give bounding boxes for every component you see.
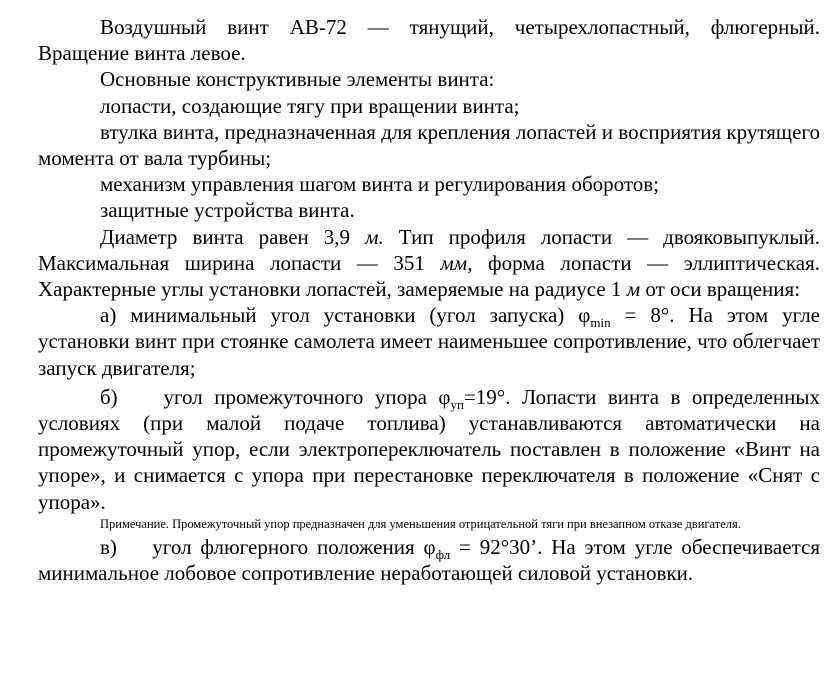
list-item-blades: лопасти, создающие тягу при вращении винта; <box>100 93 520 118</box>
min-angle-subscript: min <box>590 315 611 331</box>
list-item-pitch-mechanism: механизм управления шагом винта и регулирования оборотов; <box>100 172 660 197</box>
paragraph-elements-intro: Основные конструктивные элементы винта: <box>100 67 495 92</box>
intermediate-stop-text-rest: =19°. Лопасти винта в определенных условиях (при малой подаче топлива) устанавливаются автоматически на промежуточный упор, если электропереключатель поставлен в положение «Винт на упоре», и снимается с упора при перестановке переключателя в положение «Снят с упора». <box>38 384 821 514</box>
min-angle-text-rest: = 8°. На этом угле установки винт при стоянке самолета имеет наименьшее сопротивление, что облегчает запуск двигателя; <box>38 303 820 380</box>
document-page <box>38 14 820 586</box>
feather-angle-subscript: фл <box>435 546 451 562</box>
intermediate-stop-subscript: уп <box>450 396 464 412</box>
list-item-protection: защитные устройства винта. <box>100 198 355 223</box>
intermediate-stop-text: б) угол промежуточного упора φ <box>100 384 451 409</box>
paragraph-dimensions <box>38 224 820 303</box>
list-item-feather-angle <box>38 534 820 586</box>
min-angle-text: а) минимальный угол установки (угол запуска) φ <box>100 303 591 328</box>
feather-angle-text: в) угол флюгерного положения φ <box>100 534 436 559</box>
feather-angle-text-rest: = 92°30’. На этом угле обеспечивается минимальное лобовое сопротивление неработающей силовой установки. <box>38 534 820 586</box>
dimensions-text-a: Диаметр винта равен 3,9 <box>100 224 351 249</box>
unit-meter-radius: м <box>626 277 641 302</box>
dimensions-text-c: форма лопасти — эллиптическая. Характерные углы установки лопастей, замеряемые на радиусе 1 <box>38 250 821 302</box>
paragraph-propeller-type: Воздушный винт АВ-72 — тянущий, четырехлопастный, флюгерный. Вращение винта левое. <box>38 15 820 66</box>
unit-meter: м. <box>365 224 384 249</box>
dimensions-text-b: Тип профиля лопасти — двояковыпуклый. Максимальная ширина лопасти — 351 <box>38 224 821 275</box>
dimensions-text-d: от оси вращения: <box>645 277 801 302</box>
list-item-intermediate-stop <box>38 384 820 515</box>
note-text: Примечание. Промежуточный упор предназначен для уменьшения отрицательной тяги при внезапном отказе двигателя. <box>100 516 741 531</box>
unit-millimeter: мм, <box>440 250 473 275</box>
list-item-min-angle <box>38 302 820 381</box>
list-item-hub: втулка винта, предназначенная для крепления лопастей и восприятия крутящего момента от вала турбины; <box>38 119 820 171</box>
